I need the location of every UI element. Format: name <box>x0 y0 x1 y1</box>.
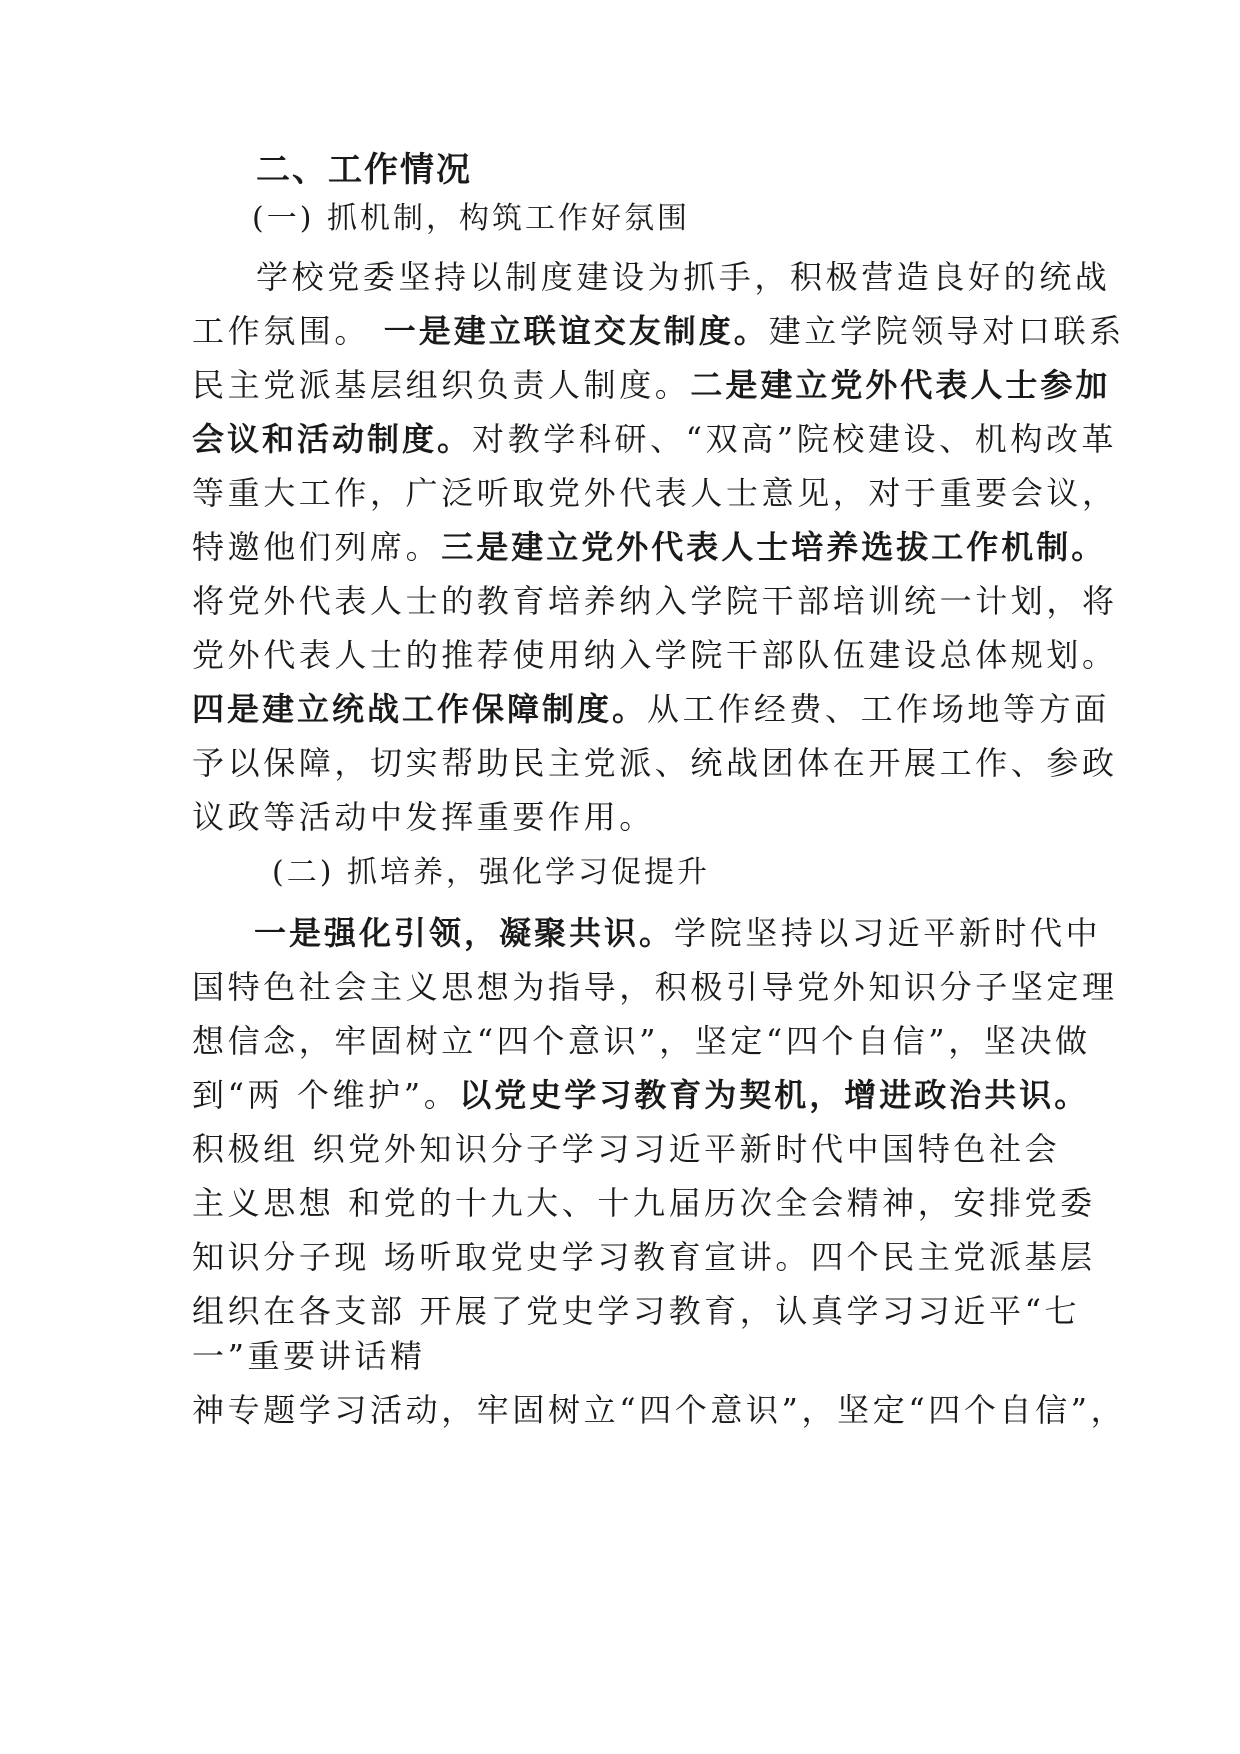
paragraph-line <box>192 1021 1091 1061</box>
bold-run: 四是建立统战工作保障制度。 <box>192 690 648 728</box>
bold-run: 会议和活动制度。 <box>192 420 473 458</box>
paragraph-line <box>192 473 1118 513</box>
paragraph-line <box>192 1291 1081 1331</box>
text-run: 学院坚持以习近平新时代中 <box>674 914 1102 952</box>
subsection-title-1: (一) 抓机制，构筑工作好氛围 <box>252 201 690 236</box>
text-run: 知识分子现 场听取党史学习教育宣讲。四个民主党派基层 <box>192 1238 1096 1276</box>
paragraph-line <box>192 365 1111 405</box>
paragraph-line <box>192 1129 1061 1169</box>
text-run: 积极组 织党外知识分子学习习近平新时代中国特色社会 <box>192 1130 1061 1168</box>
text-run: 党外代表人士的推荐使用纳入学院干部队伍建设总体规划。 <box>192 636 1118 674</box>
paragraph-line <box>254 913 1114 953</box>
text-run: 神专题学习活动，牢固树立“四个意识”，坚定“四个自信”， <box>192 1391 1127 1429</box>
text-run: 从工作经费、工作场地等方面 <box>647 690 1110 728</box>
paragraph-line <box>192 689 1110 729</box>
bold-run: 一是建立联谊交友制度。 <box>383 312 769 350</box>
paragraph-line <box>192 1336 1052 1376</box>
text-run: 组织在各支部 开展了党史学习教育，认真学习习近平“七 <box>192 1292 1081 1330</box>
section-heading: 二、工作情况 <box>256 150 472 190</box>
bold-run: 三是建立党外代表人士培养选拔工作机制。 <box>441 528 1107 566</box>
paragraph-line <box>192 527 1107 567</box>
paragraph-line <box>192 743 1118 783</box>
text-run: 工作氛围。 <box>192 312 384 350</box>
text-run: 特邀他们列席。 <box>192 528 442 566</box>
paragraph-line <box>192 797 1052 837</box>
paragraph-line <box>192 1390 1127 1430</box>
text-run: 主义思想 和党的十九大、十九届历次全会精神，安排党委 <box>192 1184 1096 1222</box>
text-run: 予以保障，切实帮助民主党派、统战团体在开展工作、参政 <box>192 744 1118 782</box>
text-run: 国特色社会主义思想为指导，积极引导党外知识分子坚定理 <box>192 968 1118 1006</box>
bold-run: 以党史学习教育为契机，增进政治共识。 <box>459 1076 1090 1114</box>
bold-run: 二是建立党外代表人士参加 <box>690 366 1111 404</box>
text-run: 学校党委坚持以制度建设为抓手，积极营造良好的统战 <box>256 258 1111 296</box>
text-run: 建立学院领导对口联系 <box>768 312 1125 350</box>
bold-run: 一是强化引领，凝聚共识。 <box>254 914 675 952</box>
text-run: 将党外代表人士的教育培养纳入学院干部培训统一计划，将 <box>192 582 1118 620</box>
paragraph-line <box>192 635 1118 675</box>
text-run: 想信念，牢固树立“四个意识”，坚定“四个自信”，坚决做 <box>192 1022 1091 1060</box>
subsection-title-2: (二) 抓培养，强化学习促提升 <box>272 855 710 890</box>
paragraph-line <box>192 1237 1096 1277</box>
paragraph-line <box>192 311 1125 351</box>
paragraph-line <box>192 1183 1096 1223</box>
text-run: 对教学科研、“双高”院校建设、机构改革 <box>472 420 1118 458</box>
paragraph-line <box>256 257 1116 297</box>
text-run: 等重大工作，广泛听取党外代表人士意见，对于重要会议， <box>192 474 1118 512</box>
paragraph-line <box>192 1075 1090 1115</box>
text-run: 议政等活动中发挥重要作用。 <box>192 798 655 836</box>
text-run: 民主党派基层组织负责人制度。 <box>192 366 691 404</box>
paragraph-line <box>192 581 1118 621</box>
text-run: 一”重要讲话精 <box>192 1337 426 1375</box>
paragraph-line <box>192 419 1118 459</box>
text-run: 到“两 个维护”。 <box>192 1076 460 1114</box>
paragraph-line <box>192 967 1118 1007</box>
